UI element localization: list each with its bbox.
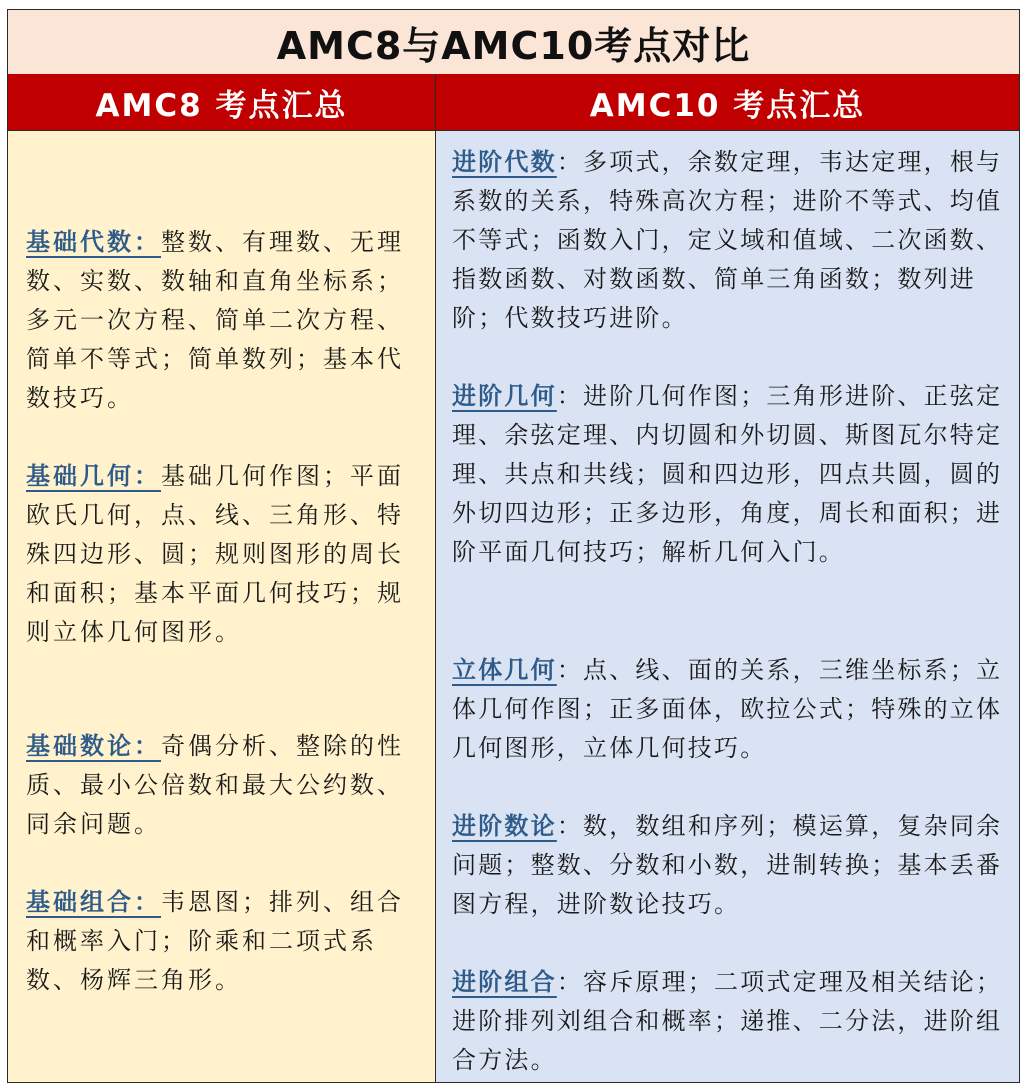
amc8-column: [8, 131, 436, 1082]
amc8-combinatorics: [26, 883, 422, 1000]
amc8-algebra: [26, 223, 422, 418]
comparison-table: [7, 9, 1020, 1083]
topic-label: 立体几何: [452, 656, 557, 684]
amc10-column: [436, 131, 1019, 1082]
topic-label: 进阶几何: [452, 382, 557, 410]
topic-text: 数，数组和序列；模运算，复杂同余问题；整数、分数和小数，进制转换；基本丢番图方程，进阶数论技巧。: [452, 812, 1003, 918]
amc10-algebra: 进阶代数：多项式，余数定理，韦达定理，根与系数的关系，特殊高次方程；进阶不等式、均值不等式；函数入门，定义域和值域、二次函数、指数函数、对数函数、简单三角函数；数列进阶；代数技巧进阶。: [452, 148, 1003, 332]
title-row: [8, 10, 1019, 75]
topic-text: 奇偶分析、整除的性质、最小公倍数和最大公约数、同余问题。: [26, 732, 404, 838]
topic-label: 进阶组合: [452, 968, 557, 996]
amc10-combinatorics: 进阶组合：容斥原理；二项式定理及相关结论；进阶排列刘组合和概率；递推、二分法，进阶组合方法。: [452, 968, 1003, 1074]
topic-text: 进阶几何作图；三角形进阶、正弦定理、余弦定理、内切圆和外切圆、斯图瓦尔特定理、共点和共线；圆和四边形，四点共圆，圆的外切四边形；正多边形，角度，周长和面积；进阶平面几何技巧；解析几何入门。: [452, 382, 1003, 566]
topic-text: 韦恩图；排列、组合和概率入门；阶乘和二项式系数、杨辉三角形。: [26, 888, 404, 994]
topic-label: 进阶代数: [452, 148, 557, 176]
amc8-header: AMC8 考点汇总: [8, 74, 436, 130]
topic-label: 进阶数论: [452, 812, 557, 840]
header-row: [8, 74, 1019, 131]
topic-label: 基础组合：: [26, 888, 161, 916]
amc10-geometry: 进阶几何：进阶几何作图；三角形进阶、正弦定理、余弦定理、内切圆和外切圆、斯图瓦尔特定理、共点和共线；圆和四边形，四点共圆，圆的外切四边形；正多边形，角度，周长和面积；进阶平面几何技巧；解析几何入门。: [452, 382, 1003, 566]
topic-text: 点、线、面的关系，三维坐标系；立体几何作图；正多面体，欧拉公式；特殊的立体几何图形，立体几何技巧。: [452, 656, 1003, 762]
topic-label: 基础数论：: [26, 732, 161, 760]
topic-label: 基础代数：: [26, 228, 161, 256]
amc10-number-theory: 进阶数论：数，数组和序列；模运算，复杂同余问题；整数、分数和小数，进制转换；基本丢番图方程，进阶数论技巧。: [452, 812, 1003, 918]
amc8-number-theory: [26, 727, 422, 844]
amc10-header: AMC10 考点汇总: [589, 87, 866, 124]
amc10-solid-geometry: 立体几何：点、线、面的关系，三维坐标系；立体几何作图；正多面体，欧拉公式；特殊的立体几何图形，立体几何技巧。: [452, 656, 1003, 762]
topic-text: 基础几何作图；平面欧氏几何，点、线、三角形、特殊四边形、圆；规则图形的周长和面积；基本平面几何技巧；规则立体几何图形。: [26, 462, 404, 646]
topic-text: 多项式，余数定理，韦达定理，根与系数的关系，特殊高次方程；进阶不等式、均值不等式；函数入门，定义域和值域、二次函数、指数函数、对数函数、简单三角函数；数列进阶；代数技巧进阶。: [452, 148, 1003, 332]
topic-text: 整数、有理数、无理数、实数、数轴和直角坐标系；多元一次方程、简单二次方程、简单不等式；简单数列；基本代数技巧。: [26, 228, 404, 412]
body-row: [8, 131, 1019, 1082]
topic-label: 基础几何：: [26, 462, 161, 490]
topic-text: 容斥原理；二项式定理及相关结论；进阶排列刘组合和概率；递推、二分法，进阶组合方法。: [452, 968, 1003, 1074]
page-title: AMC8与AMC10考点对比: [276, 23, 751, 68]
amc8-geometry: [26, 457, 422, 652]
